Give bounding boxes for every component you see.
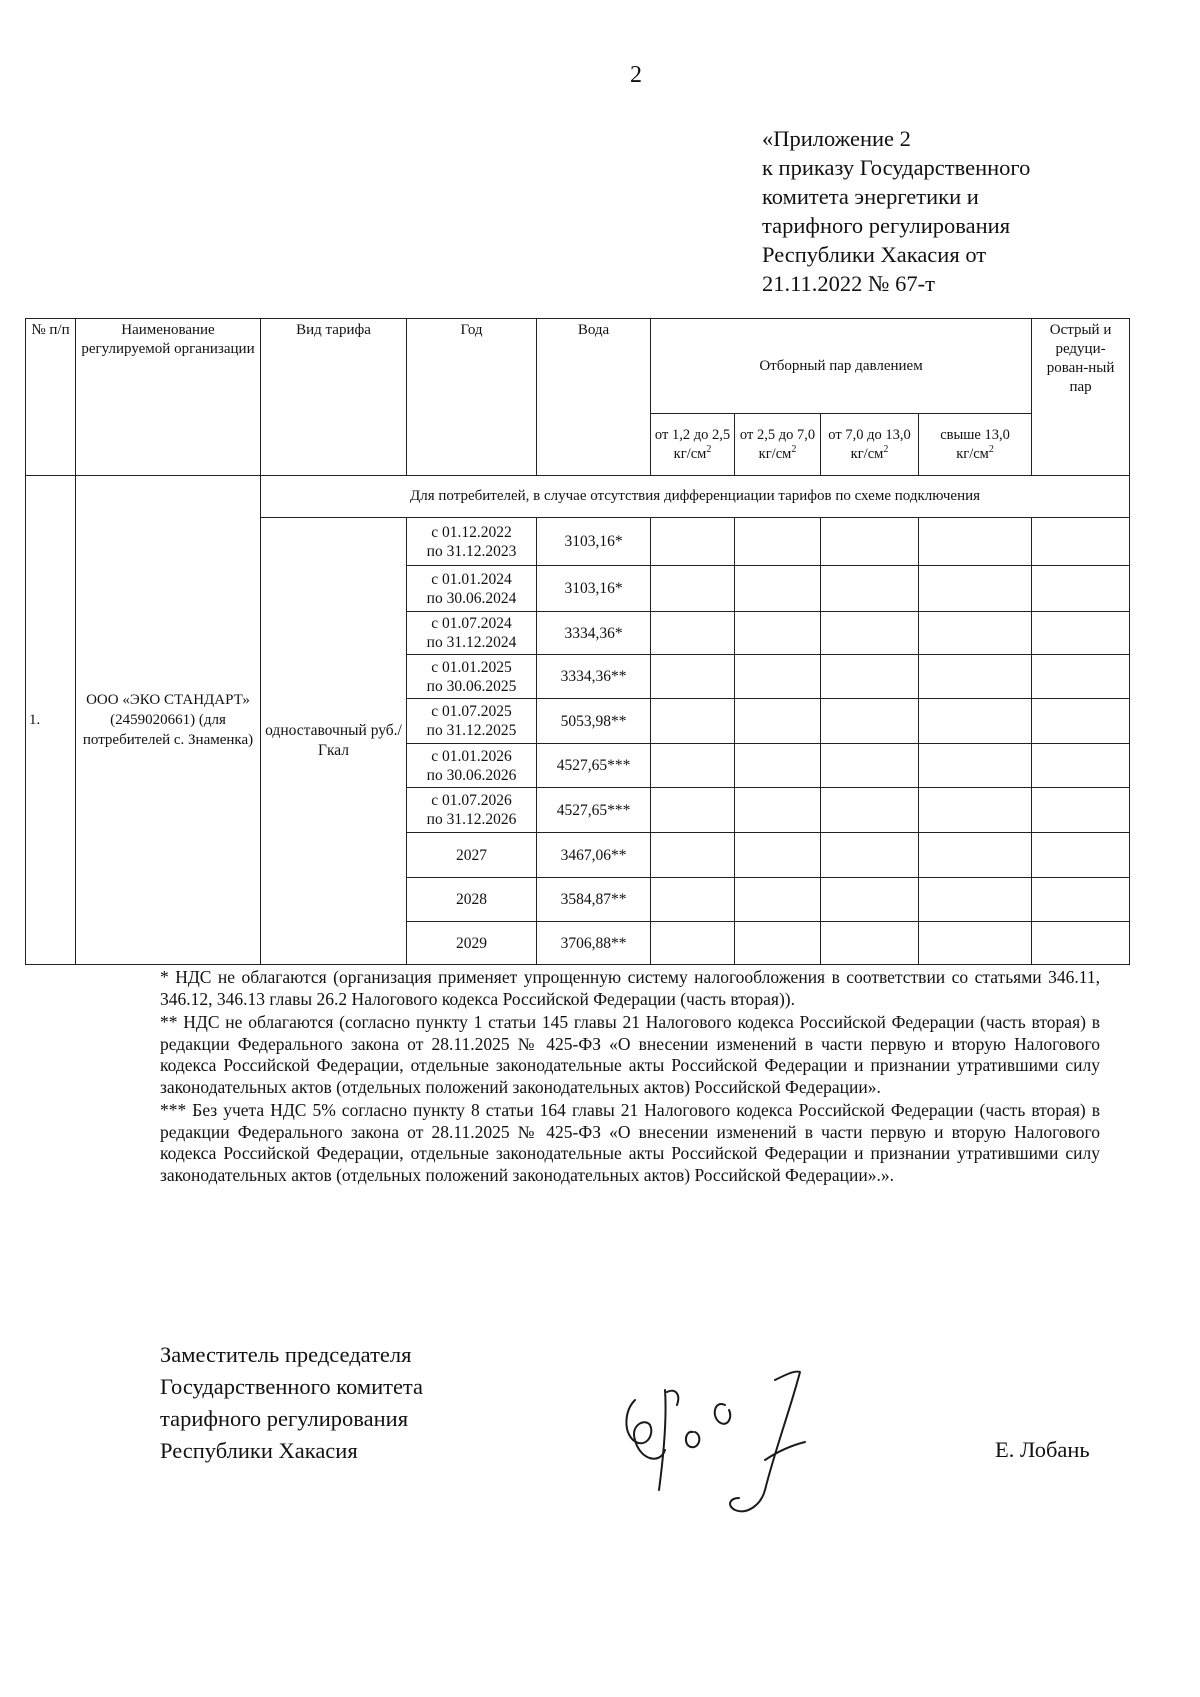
consumer-note: Для потребителей, в случае отсутствия дифференциации тарифов по схеме подключения	[261, 476, 1130, 518]
header-sharp-steam: Острый и редуци-рован-ный пар	[1032, 319, 1130, 476]
organization-name: ООО «ЭКО СТАНДАРТ» (2459020661) (для потребителей с. Знаменка)	[76, 476, 261, 965]
water-value: 3334,36**	[537, 655, 651, 699]
header-water: Вода	[537, 319, 651, 476]
header-steam: Отборный пар давлением	[651, 319, 1032, 414]
position-line: Республики Хакасия	[160, 1438, 358, 1463]
footnote: *** Без учета НДС 5% согласно пункту 8 статьи 164 главы 21 Налогового кодекса Российской Федерации (часть вторая) в редакции Федерального закона от 28.11.2025 № 425-ФЗ «О внесении изменений в части первую и вторую Налогового кодекса Российской Федерации, отдельные законодательные акты Российской Федерации и признании утратившими силу законодательных актов (отдельных положений законодательных актов) Российской Федерации».».	[160, 1100, 1100, 1185]
header-steam-sub: от 1,2 до 2,5 $кг/см^2$	[651, 414, 735, 476]
tariff-table	[25, 318, 1130, 965]
position-line: Заместитель председателя	[160, 1342, 412, 1367]
signatory-position	[160, 1339, 423, 1467]
water-value: 4527,65***	[537, 744, 651, 788]
header-org: Наименование регулируемой организации	[76, 319, 261, 476]
header-steam-sub: от 2,5 до 7,0 $кг/см^2$	[735, 414, 821, 476]
header-steam-sub: от 7,0 до 13,0 $кг/см^2$	[821, 414, 919, 476]
table-header-row	[26, 319, 1130, 414]
water-value: 5053,98**	[537, 699, 651, 744]
tariff-kind: одноставочный руб./Гкал	[261, 518, 407, 965]
period-cell: с 01.07.2025 по 31.12.2025	[407, 699, 537, 744]
water-value: 3706,88**	[537, 922, 651, 965]
header-steam-sub: свыше 13,0 $кг/см^2$	[919, 414, 1032, 476]
appendix-line: «Приложение 2	[762, 126, 911, 151]
period-cell: с 01.01.2024 по 30.06.2024	[407, 566, 537, 612]
period-cell: с 01.01.2025 по 30.06.2025	[407, 655, 537, 699]
water-value: 4527,65***	[537, 788, 651, 833]
signer-name: Е. Лобань	[995, 1437, 1090, 1462]
position-line: Государственного комитета	[160, 1374, 424, 1399]
appendix-line: Республики Хакасия от	[762, 242, 987, 267]
period-cell: 2028	[407, 878, 537, 922]
page-number: 2	[630, 62, 642, 88]
water-value: 3584,87**	[537, 878, 651, 922]
water-value: 3334,36*	[537, 612, 651, 655]
header-year: Год	[407, 319, 537, 476]
period-cell: с 01.12.2022 по 31.12.2023	[407, 518, 537, 566]
appendix-line: комитета энергетики и	[762, 184, 979, 209]
appendix-line: тарифного регулирования	[762, 213, 1011, 238]
footnote: * НДС не облагаются (организация применяет упрощенную систему налогообложения в соответствии со статьями 346.11, 346.12, 346.13 главы 26.2 Налогового кодекса Российской Федерации (часть вторая)).	[160, 967, 1100, 1009]
water-value: 3467,06**	[537, 833, 651, 878]
row-number: 1.	[26, 476, 76, 965]
footnote: ** НДС не облагаются (согласно пункту 1 статьи 145 главы 21 Налогового кодекса Российской Федерации (часть вторая) в редакции Федерального закона от 28.11.2025 № 425-ФЗ «О внесении изменений в части первую и вторую Налогового кодекса Российской Федерации, отдельные законодательные акты Российской Федерации и признании утратившими силу законодательных актов (отдельных положений законодательных актов) Российской Федерации».	[160, 1012, 1100, 1097]
header-kind: Вид тарифа	[261, 319, 407, 476]
water-value: 3103,16*	[537, 518, 651, 566]
period-cell: 2029	[407, 922, 537, 965]
period-cell: с 01.01.2026 по 30.06.2026	[407, 744, 537, 788]
header-num: № п/п	[26, 319, 76, 476]
table-row	[26, 476, 1130, 518]
appendix-header	[762, 124, 1092, 298]
period-cell: 2027	[407, 833, 537, 878]
water-value: 3103,16*	[537, 566, 651, 612]
footnotes	[160, 967, 1100, 1188]
handwritten-signature	[615, 1350, 845, 1530]
appendix-line: к приказу Государственного	[762, 155, 1031, 180]
position-line: тарифного регулирования	[160, 1406, 409, 1431]
period-cell: с 01.07.2026 по 31.12.2026	[407, 788, 537, 833]
appendix-line: 21.11.2022 № 67-т	[762, 271, 935, 296]
period-cell: с 01.07.2024 по 31.12.2024	[407, 612, 537, 655]
